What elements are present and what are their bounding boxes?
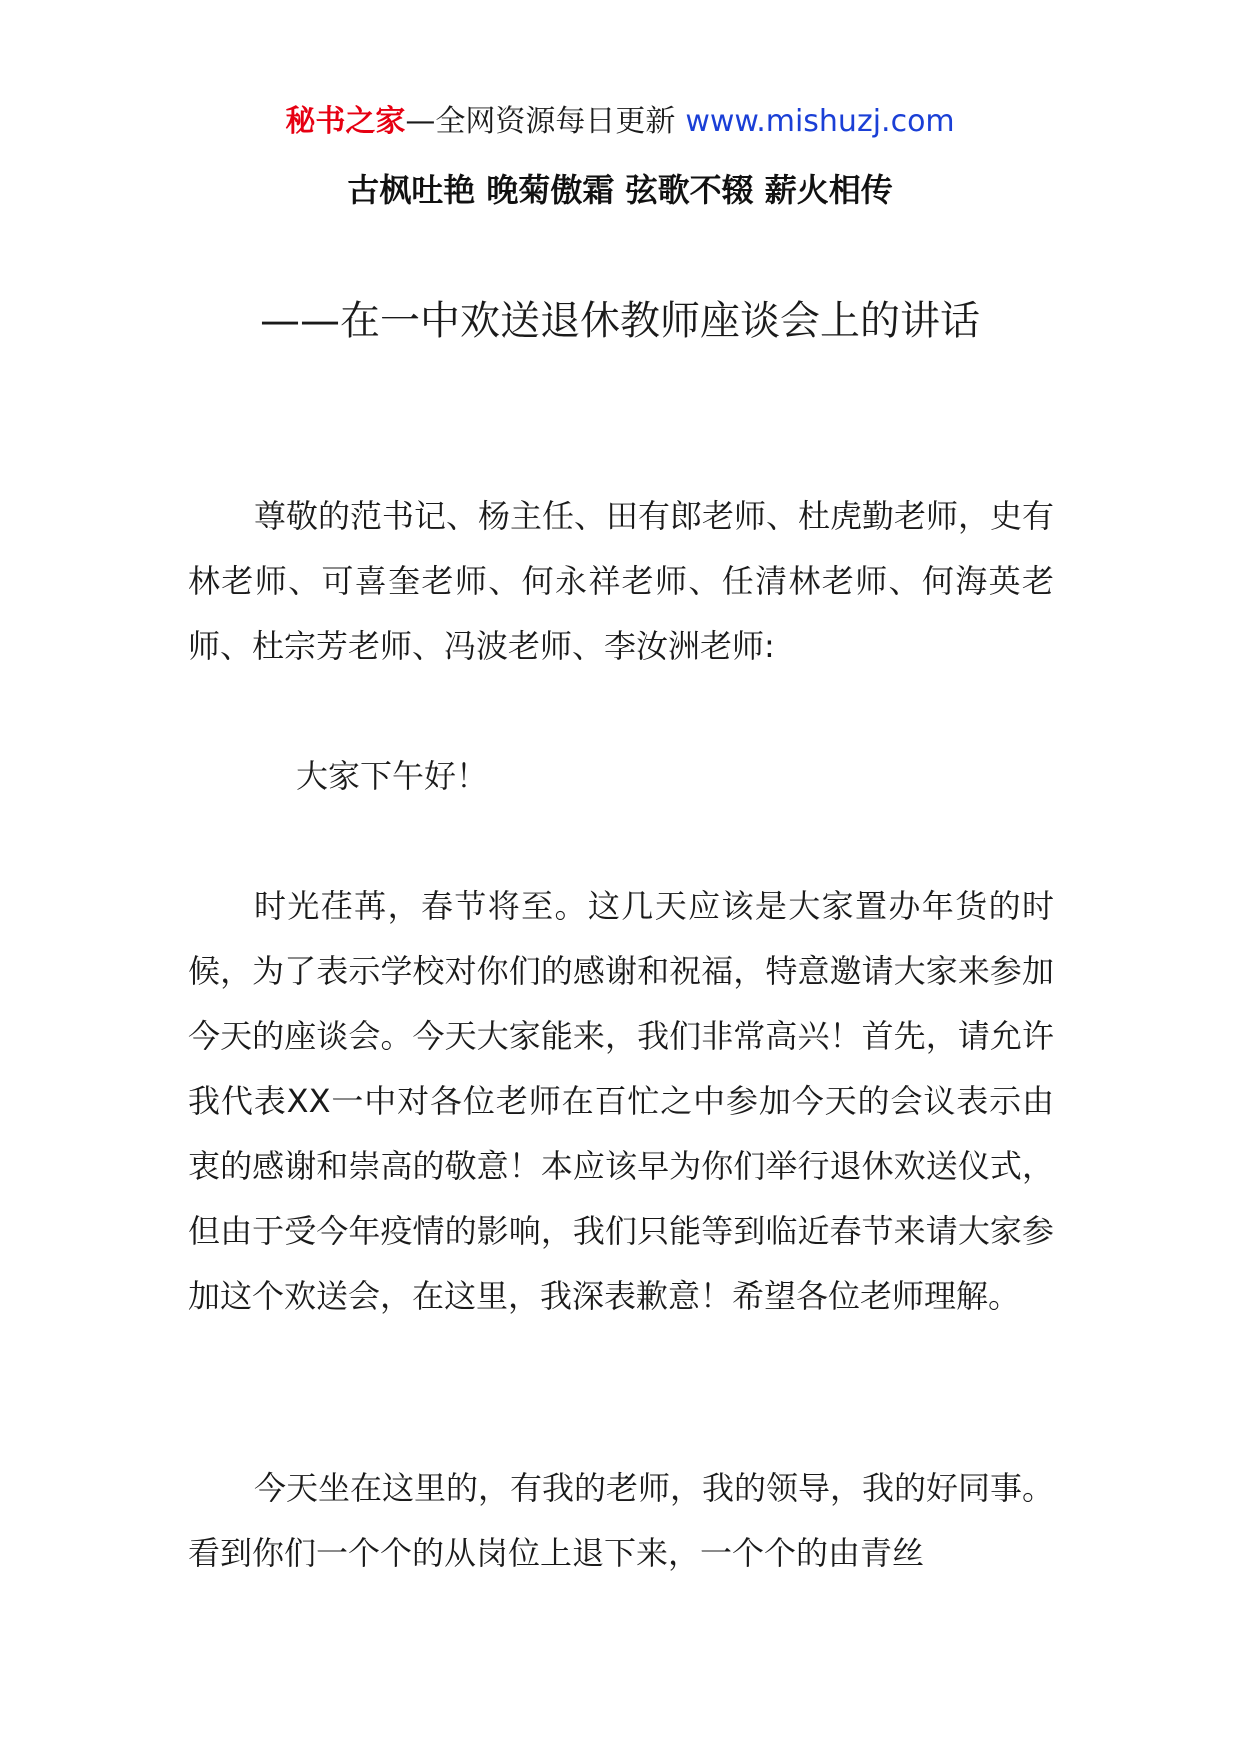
document-subtitle: ——在一中欢送退休教师座谈会上的讲话 — [260, 298, 980, 344]
brand-name: 秘书之家 — [285, 104, 406, 139]
salutation-paragraph: 尊敬的范书记、杨主任、田有郎老师、杜虎勤老师，史有林老师、可喜奎老师、何永祥老师、任清林老师、何海英老师、杜宗芳老师、冯波老师、李汝洲老师: — [188, 497, 1055, 665]
header-tagline: —全网资源每日更新 — [405, 104, 676, 139]
greeting-paragraph: 大家下午好！ — [296, 757, 489, 795]
body-paragraph: 今天坐在这里的，有我的老师，我的领导，我的好同事。看到你们一个个的从岗位上退下来，一个个的由青丝 — [188, 1469, 1055, 1572]
document-title: 古枫吐艳 晚菊傲霜 弦歌不辍 薪火相传 — [347, 171, 893, 209]
site-url-link[interactable]: www.mishuzj.com — [685, 104, 955, 139]
site-header — [0, 100, 1240, 144]
body-paragraph: 时光荏苒，春节将至。这几天应该是大家置办年货的时候，为了表示学校对你们的感谢和祝福，特意邀请大家来参加今天的座谈会。今天大家能来，我们非常高兴！首先，请允许我代表XX一中对各位老师在百忙之中参加今天的会议表示由衷的感谢和崇高的敬意！本应该早为你们举行退休欢送仪式，但由于受今年疫情的影响，我们只能等到临近春节来请大家参加这个欢送会，在这里，我深表歉意！希望各位老师理解。 — [188, 887, 1054, 1315]
